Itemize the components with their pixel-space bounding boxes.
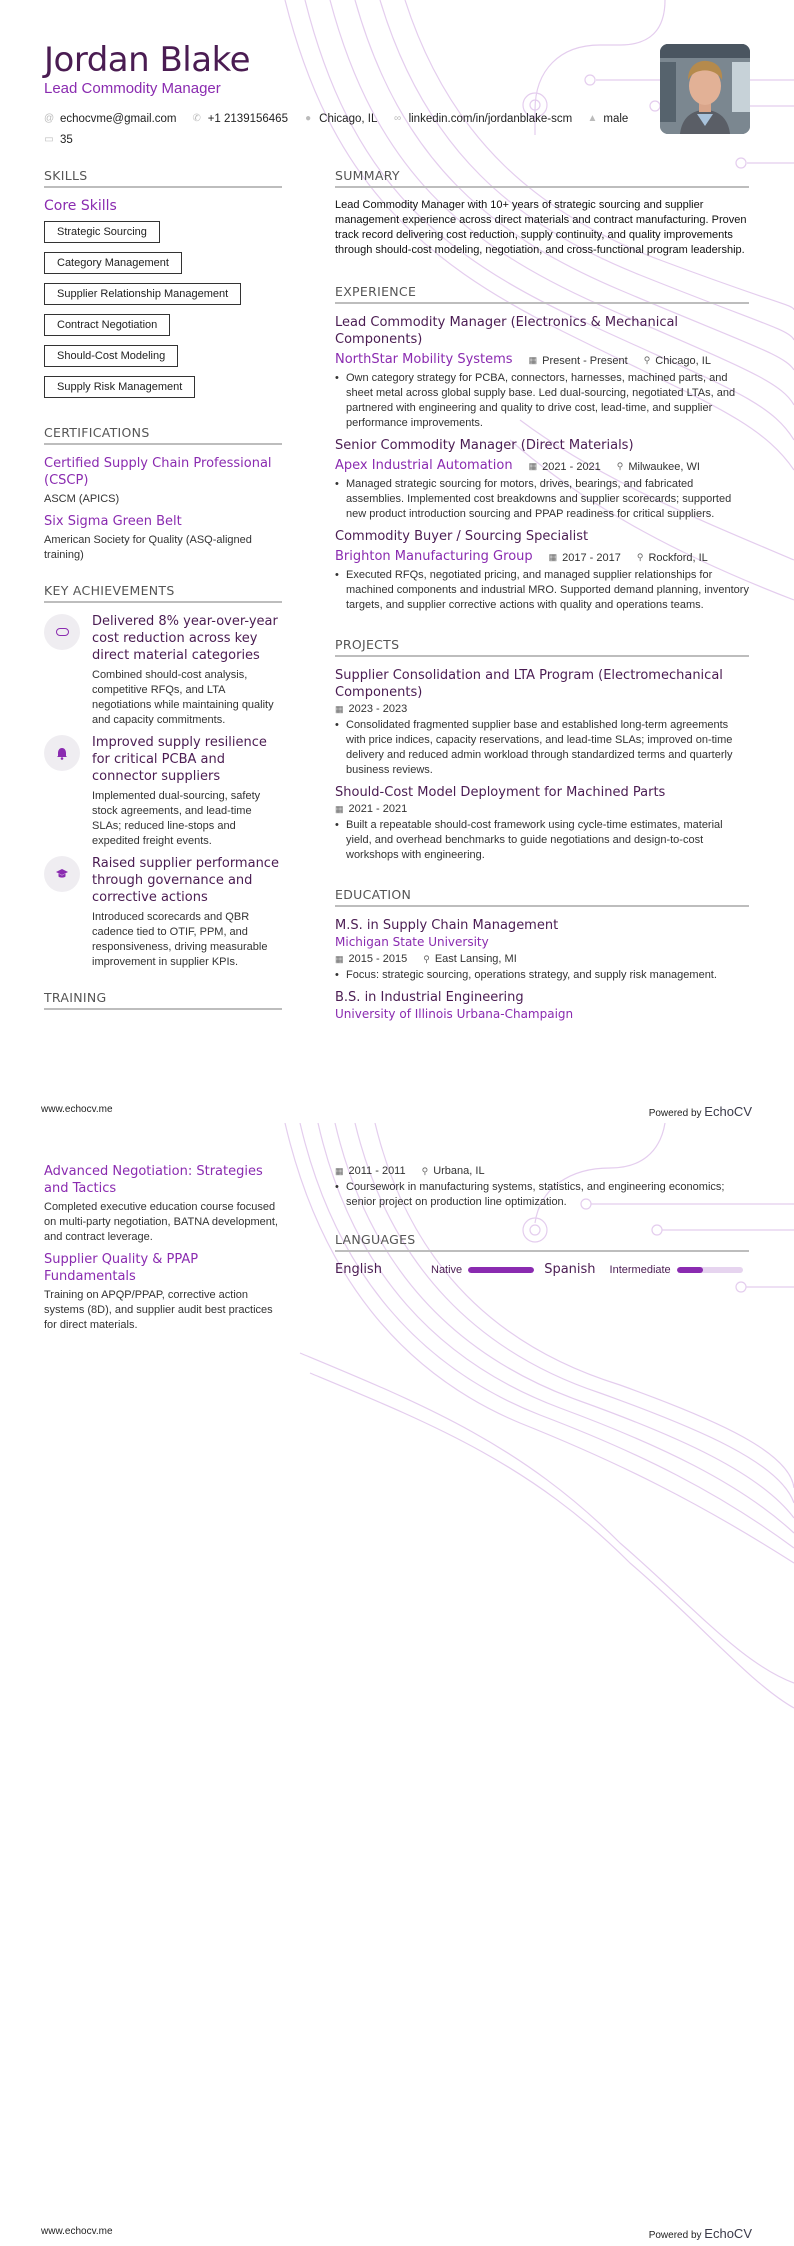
brand-logo: EchoCV	[704, 1104, 752, 1119]
education-section	[335, 887, 749, 1023]
calendar-icon: ▦	[335, 703, 344, 714]
job-dates	[529, 355, 628, 367]
calendar-icon: ▦	[335, 1165, 344, 1176]
job-location-value: Milwaukee, WI	[628, 460, 700, 473]
graduation-cap-icon	[44, 856, 80, 892]
education-location-value: Urbana, IL	[433, 1165, 485, 1177]
skill-tag: Category Management	[44, 252, 182, 274]
at-icon: @	[44, 113, 55, 124]
powered-by-label: Powered by	[648, 1108, 702, 1119]
contact-gender	[587, 109, 628, 129]
job-dates	[549, 552, 621, 564]
experience-item	[335, 437, 749, 522]
education-item	[335, 917, 749, 983]
job-location	[637, 552, 708, 564]
job-dates-value: Present - Present	[542, 354, 628, 367]
skill-list	[44, 221, 282, 407]
calendar-icon: ▦	[528, 461, 538, 471]
contact-age-value: 35	[60, 134, 73, 146]
achievements-heading: KEY ACHIEVEMENTS	[44, 583, 282, 603]
contact-email-value: echocvme@gmail.com	[60, 113, 177, 125]
location-pin-icon: ⚲	[423, 953, 430, 964]
achievement-description: Combined should-cost analysis, competitive RFQs, and LTA negotiations while maintaining quality and capacity commitments.	[92, 669, 274, 726]
candidate-name: Jordan Blake	[44, 40, 250, 80]
location-pin-icon: ●	[305, 113, 312, 124]
pill-icon	[44, 614, 80, 650]
project-item	[335, 667, 749, 778]
contact-phone[interactable]	[192, 109, 288, 129]
project-dates	[335, 803, 407, 815]
education-location-value: East Lansing, MI	[434, 953, 517, 965]
certification-item	[44, 455, 282, 507]
project-bullet: • Built a repeatable should-cost framework using cycle-time estimates, material yield, and overhead benchmarks to guide negotiations and design-to-cost workshops with engineering.	[335, 818, 749, 863]
training-name: Advanced Negotiation: Strategies and Tactics	[44, 1164, 263, 1196]
language-level: Native	[431, 1263, 463, 1276]
certifications-heading: CERTIFICATIONS	[44, 425, 282, 445]
proficiency-fill	[468, 1267, 534, 1273]
job-bullet: • Executed RFQs, negotiated pricing, and managed supplier relationships for machined components and industrial MRO. Supported demand planning, inventory targets, and supplier corrective actions with quality and operations teams.	[335, 568, 749, 613]
training-description: Completed executive education course focused on multi-party negotiation, BATNA development, and contract leverage.	[44, 1201, 278, 1243]
resume-page-2	[0, 1123, 794, 2246]
certifications-section	[44, 425, 282, 563]
contact-age	[44, 130, 73, 150]
certification-issuer: ASCM (APICS)	[44, 493, 120, 505]
education-dates-value: 2011 - 2011	[348, 1165, 406, 1177]
job-role: Lead Commodity Manager (Electronics & Mechanical Components)	[335, 315, 679, 347]
skill-tag: Contract Negotiation	[44, 314, 170, 336]
projects-section	[335, 637, 749, 863]
degree-name: B.S. in Industrial Engineering	[335, 990, 524, 1005]
job-role: Commodity Buyer / Sourcing Specialist	[335, 529, 589, 544]
job-location	[644, 355, 711, 367]
language-name: Spanish	[544, 1262, 596, 1277]
languages-section	[335, 1232, 749, 1277]
education-heading: EDUCATION	[335, 887, 749, 907]
footer-powered-by	[649, 1104, 752, 1119]
contact-list	[44, 108, 664, 150]
projects-heading: PROJECTS	[335, 637, 749, 657]
footer-website[interactable]: www.echocv.me	[41, 1104, 113, 1115]
training-list	[44, 1163, 282, 1333]
experience-section	[335, 284, 749, 613]
summary-heading: SUMMARY	[335, 168, 749, 188]
candidate-title: Lead Commodity Manager	[44, 80, 221, 97]
language-proficiency-bar	[677, 1267, 743, 1273]
education-dates-value: 2015 - 2015	[348, 953, 408, 965]
job-location-value: Rockford, IL	[648, 551, 708, 564]
contact-linkedin-value: linkedin.com/in/jordanblake-scm	[408, 113, 573, 125]
education-bullet: • Coursework in manufacturing systems, statistics, and engineering economics; senior project on production line optimization.	[335, 1180, 749, 1210]
education-dates	[335, 953, 407, 965]
right-column-continued	[335, 1165, 749, 1277]
left-column	[44, 168, 282, 1020]
project-dates-value: 2021 - 2021	[348, 803, 408, 815]
language-list	[335, 1262, 749, 1277]
location-pin-icon: ⚲	[421, 1165, 429, 1176]
location-pin-icon: ⚲	[643, 355, 651, 365]
left-column-continued	[44, 1163, 282, 1339]
certification-name: Six Sigma Green Belt	[44, 514, 182, 529]
language-proficiency-bar	[468, 1267, 534, 1273]
education-item	[335, 989, 749, 1023]
job-company: NorthStar Mobility Systems	[335, 352, 513, 367]
job-company: Apex Industrial Automation	[335, 458, 513, 473]
calendar-icon: ▦	[548, 552, 558, 562]
achievement-description: Introduced scorecards and QBR cadence tied to OTIF, PPM, and responsiveness, driving measurable improvement in supplier KPIs.	[92, 911, 268, 968]
calendar-icon: ▭	[44, 134, 54, 145]
training-item	[44, 1163, 282, 1245]
job-bullet: • Own category strategy for PCBA, connectors, harnesses, machined parts, and sheet metal across global supply base. Led dual-sourcing, negotiated LTAs, and partnered with engineering and quality to drive cost, lead-time, and supplier performance improvements.	[335, 371, 749, 431]
job-company: Brighton Manufacturing Group	[335, 549, 533, 564]
project-bullet: • Consolidated fragmented supplier base and established long-term agreements with price indices, capacity reservations, and lead-time SLAs; improved on-time delivery and reduced admin workload through standardized terms and quarterly business reviews.	[335, 718, 749, 778]
skill-tag: Supply Risk Management	[44, 376, 195, 398]
portrait-image	[660, 44, 750, 134]
certification-issuer: American Society for Quality (ASQ-aligned training)	[44, 534, 252, 561]
proficiency-fill	[677, 1267, 703, 1273]
education-bullet: • Focus: strategic sourcing, operations strategy, and supply risk management.	[335, 968, 749, 983]
phone-icon: ✆	[192, 113, 201, 124]
contact-gender-value: male	[603, 113, 629, 125]
degree-name: M.S. in Supply Chain Management	[335, 918, 559, 933]
job-dates-value: 2017 - 2017	[562, 551, 621, 564]
certification-name: Certified Supply Chain Professional (CSCP)	[44, 456, 272, 488]
skill-tag: Supplier Relationship Management	[44, 283, 241, 305]
training-section	[44, 990, 282, 1010]
job-dates-value: 2021 - 2021	[542, 460, 601, 473]
bell-icon	[44, 735, 80, 771]
summary-text: Lead Commodity Manager with 10+ years of strategic sourcing and supplier management experience across direct materials and contract manufacturing. Proven track record delivering cost reduction, supply continuity, and quality improvements through should-cost modeling, negotiation, and cross-functional program leadership.	[335, 199, 747, 256]
experience-heading: EXPERIENCE	[335, 284, 749, 304]
contact-linkedin[interactable]	[393, 109, 573, 129]
achievement-title: Improved supply resilience for critical PCBA and connector suppliers	[92, 735, 267, 784]
job-location	[617, 461, 700, 473]
education-item-continued	[335, 1165, 749, 1210]
achievement-item	[44, 855, 282, 970]
skills-heading: SKILLS	[44, 168, 282, 188]
languages-heading: LANGUAGES	[335, 1232, 749, 1252]
experience-item	[335, 314, 749, 431]
project-dates	[335, 703, 407, 715]
brand-logo: EchoCV	[704, 2226, 752, 2241]
language-name: English	[335, 1262, 382, 1277]
training-heading: TRAINING	[44, 990, 282, 1010]
calendar-icon: ▦	[528, 355, 538, 365]
location-pin-icon: ⚲	[636, 552, 644, 562]
education-dates	[335, 1165, 406, 1177]
footer-powered-by	[649, 2226, 752, 2241]
experience-item	[335, 528, 749, 613]
link-icon: ∞	[393, 113, 402, 124]
skills-group-title: Core Skills	[44, 198, 117, 214]
powered-by-label: Powered by	[648, 2230, 702, 2241]
summary-section	[335, 168, 749, 258]
achievement-title: Delivered 8% year-over-year cost reduction across key direct material categories	[92, 614, 278, 663]
achievement-item	[44, 613, 282, 728]
profile-photo	[660, 44, 750, 134]
job-dates	[529, 461, 601, 473]
contact-location	[303, 109, 377, 129]
calendar-icon: ▦	[335, 803, 344, 814]
language-level: Intermediate	[609, 1263, 671, 1276]
location-pin-icon: ⚲	[616, 461, 624, 471]
contact-location-value: Chicago, IL	[319, 113, 378, 125]
achievement-title: Raised supplier performance through governance and corrective actions	[92, 856, 279, 905]
training-description: Training on APQP/PPAP, corrective action systems (8D), and supplier audit best practices for direct materials.	[44, 1289, 273, 1331]
achievement-item	[44, 734, 282, 849]
project-name: Supplier Consolidation and LTA Program (Electromechanical Components)	[335, 668, 723, 700]
job-bullet: • Managed strategic sourcing for motors, drives, bearings, and fabricated assemblies. Implemented cost breakdowns and supplier scorecards; supported new product introduction sourcing and PPAP readiness for critical suppliers.	[335, 477, 749, 522]
contact-phone-value: +1 2139156465	[207, 113, 288, 125]
footer-website[interactable]: www.echocv.me	[41, 2226, 113, 2237]
project-item	[335, 784, 749, 863]
training-name: Supplier Quality & PPAP Fundamentals	[44, 1252, 199, 1284]
calendar-icon: ▦	[335, 953, 344, 964]
person-icon: ▲	[587, 113, 598, 124]
job-location-value: Chicago, IL	[655, 354, 711, 367]
contact-email[interactable]	[44, 109, 177, 129]
achievement-description: Implemented dual-sourcing, safety stock agreements, and lead-time SLAs; reduced line-stops and expedited freight events.	[92, 790, 261, 847]
job-role: Senior Commodity Manager (Direct Materials)	[335, 438, 634, 453]
school-name: Michigan State University	[335, 935, 489, 949]
project-dates-value: 2023 - 2023	[348, 703, 408, 715]
skills-section	[44, 168, 282, 407]
skill-tag: Strategic Sourcing	[44, 221, 160, 243]
education-location	[422, 1165, 485, 1177]
education-location	[423, 953, 517, 965]
skill-tag: Should-Cost Modeling	[44, 345, 178, 367]
school-name: University of Illinois Urbana-Champaign	[335, 1007, 574, 1021]
achievements-section	[44, 583, 282, 970]
project-name: Should-Cost Model Deployment for Machined Parts	[335, 785, 666, 800]
right-column	[335, 168, 749, 1029]
training-item	[44, 1251, 282, 1333]
certification-item	[44, 513, 282, 563]
